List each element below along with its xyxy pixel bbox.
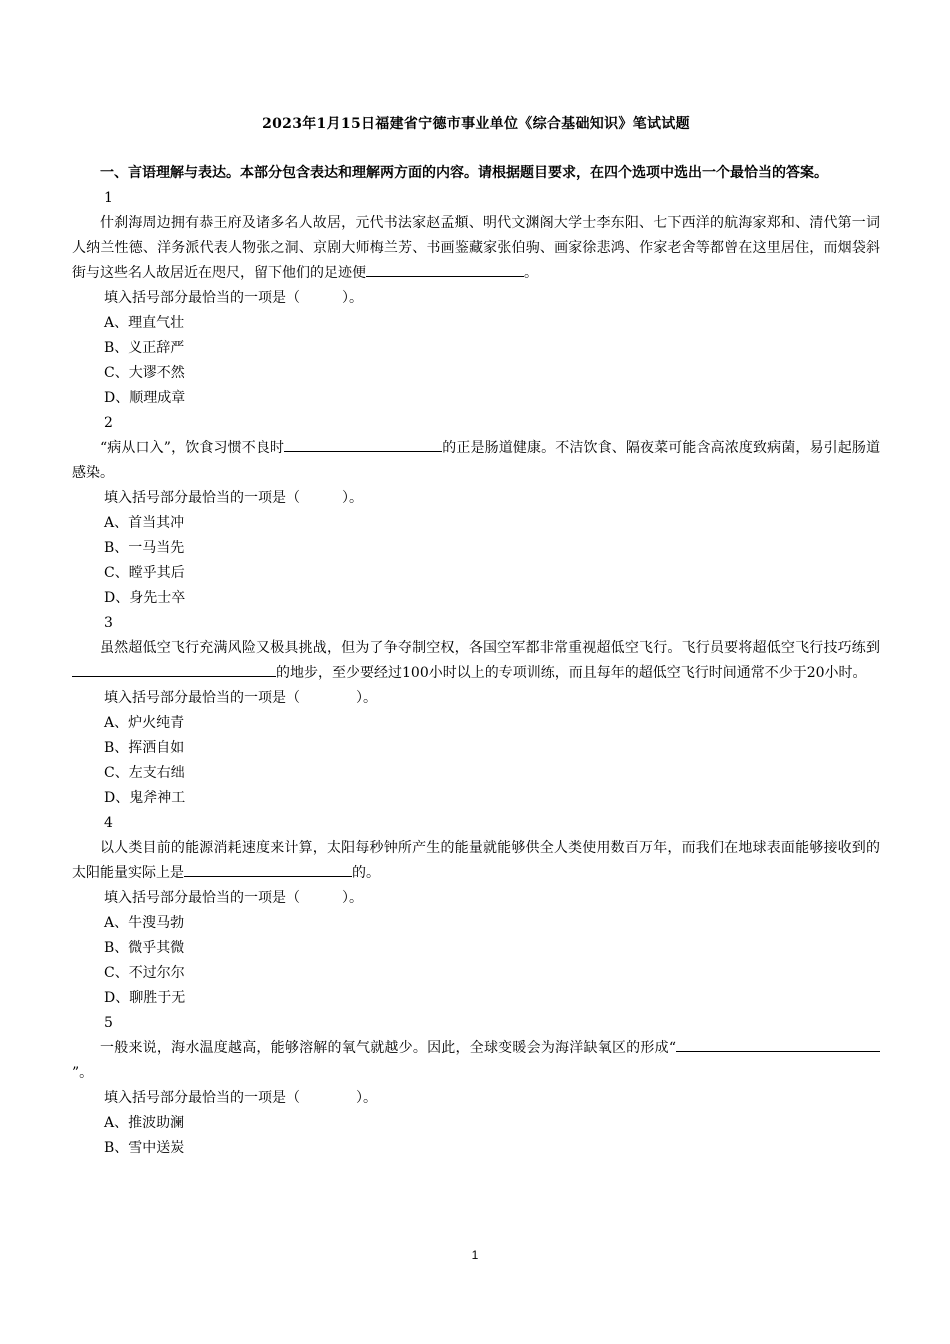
question-prompt: 填入括号部分最恰当的一项是（ ）。 (104, 290, 363, 306)
option-b: B、一马当先 (104, 540, 185, 556)
option-c: C、大谬不然 (104, 365, 185, 381)
page-number: 1 (471, 1248, 479, 1262)
section-heading: 一、言语理解与表达。本部分包含表达和理解两方面的内容。请根据题目要求，在四个选项中选出一个最恰当的答案。 (100, 165, 828, 181)
question-4 (72, 811, 880, 1011)
answer-blank (366, 262, 524, 277)
document-page (72, 112, 880, 1161)
option-a: A、牛溲马勃 (104, 915, 185, 931)
question-prompt: 填入括号部分最恰当的一项是（ ）。 (104, 490, 363, 506)
question-stem: “病从口入”，饮食习惯不良时 的正是肠道健康。不洁饮食、隔夜菜可能含高浓度致病菌，易引起肠道感染。 (72, 436, 880, 486)
option-c: C、左支右绌 (104, 765, 185, 781)
question-prompt: 填入括号部分最恰当的一项是（ ）。 (104, 1090, 377, 1106)
option-d: D、鬼斧神工 (104, 790, 186, 806)
option-d: D、顺理成章 (104, 390, 186, 406)
option-a: A、理直气壮 (104, 315, 185, 331)
option-c: C、瞠乎其后 (104, 565, 185, 581)
answer-blank (284, 437, 442, 452)
question-number: 3 (104, 615, 113, 631)
option-b: B、义正辞严 (104, 340, 185, 356)
option-b: B、雪中送炭 (104, 1140, 185, 1156)
answer-blank (72, 662, 276, 677)
answer-blank (184, 862, 352, 877)
option-a: A、首当其冲 (104, 515, 185, 531)
question-number: 2 (104, 415, 113, 431)
option-b: B、挥洒自如 (104, 740, 185, 756)
question-number: 1 (104, 190, 113, 206)
option-b: B、微乎其微 (104, 940, 185, 956)
question-1 (72, 186, 880, 411)
option-d: D、身先士卒 (104, 590, 186, 606)
document-title: 2023年1月15日福建省宁德市事业单位《综合基础知识》笔试试题 (262, 116, 690, 132)
question-5 (72, 1011, 880, 1161)
question-stem: 以人类目前的能源消耗速度来计算，太阳每秒钟所产生的能量就能够供全人类使用数百万年，而我们在地球表面能够接收到的太阳能量实际上是 的。 (72, 840, 880, 881)
question-prompt: 填入括号部分最恰当的一项是（ ）。 (104, 690, 377, 706)
option-d: D、聊胜于无 (104, 990, 186, 1006)
option-a: A、炉火纯青 (104, 715, 185, 731)
question-stem: 什刹海周边拥有恭王府及诸多名人故居，元代书法家赵孟頫、明代文渊阁大学士李东阳、七下西洋的航海家郑和、清代第一词人纳兰性德、洋务派代表人物张之洞、京剧大师梅兰芳、书画鉴藏家张伯驹、画家徐悲鸿、作家老舍等都曾在这里居住，而烟袋斜街与这些名人故居近在咫尺，留下他们的足迹便 。 (72, 215, 880, 281)
question-stem: 一般来说，海水温度越高，能够溶解的氧气就越少。因此，全球变暖会为海洋缺氧区的形成“”。 (72, 1036, 880, 1086)
question-number: 4 (104, 815, 113, 831)
question-prompt: 填入括号部分最恰当的一项是（ ）。 (104, 890, 363, 906)
option-c: C、不过尔尔 (104, 965, 185, 981)
question-2 (72, 411, 880, 611)
question-3 (72, 611, 880, 811)
question-stem: 虽然超低空飞行充满风险又极具挑战，但为了争夺制空权，各国空军都非常重视超低空飞行。飞行员要将超低空飞行技巧练到的地步，至少要经过100小时以上的专项训练，而且每年的超低空飞行时间通常不少于20小时。 (72, 636, 880, 686)
option-a: A、推波助澜 (104, 1115, 185, 1131)
answer-blank (676, 1037, 880, 1052)
question-number: 5 (104, 1015, 113, 1031)
